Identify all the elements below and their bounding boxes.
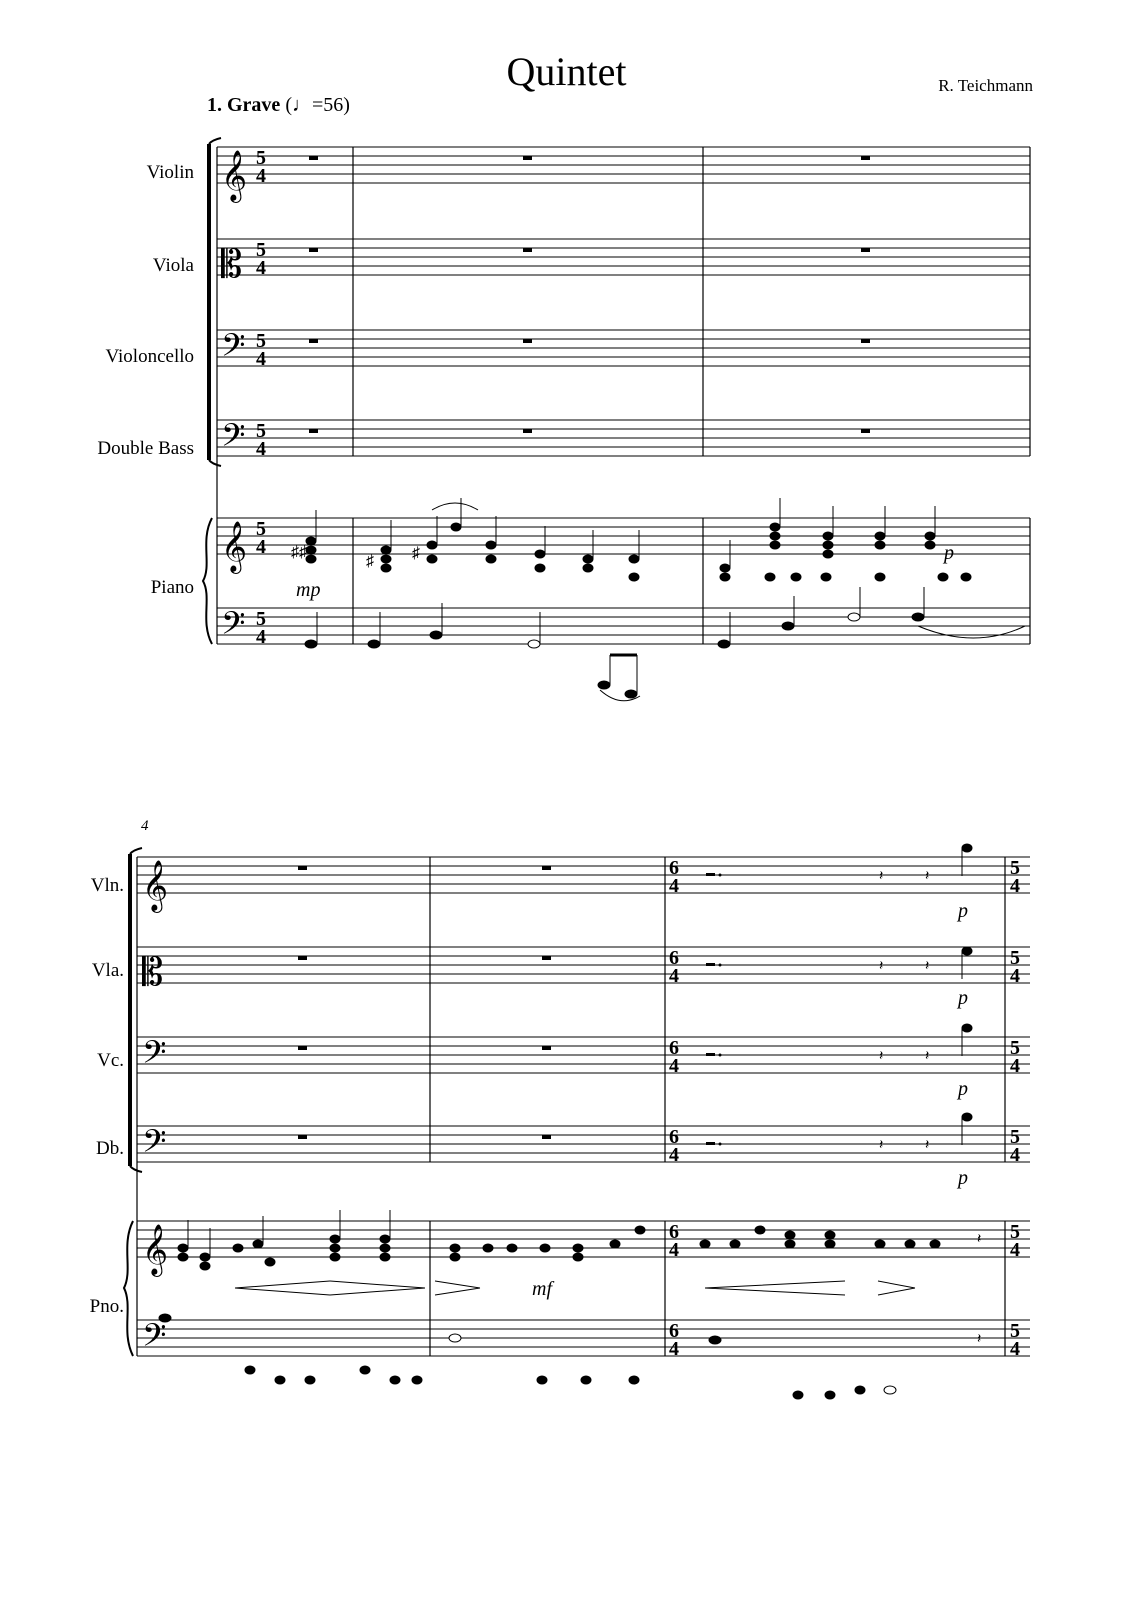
instrument-abbr-bass: Db. (96, 1138, 124, 1159)
composer: R. Teichmann (938, 76, 1033, 95)
svg-text:𝄽: 𝄽 (879, 958, 884, 974)
svg-text:5: 5 (256, 239, 266, 261)
bass-clef-icon: 𝄢 (142, 1317, 167, 1361)
svg-text:𝄽: 𝄽 (879, 1137, 884, 1153)
instrument-name-violin: Violin (146, 162, 194, 183)
tempo-value: (♩=56) (285, 94, 350, 116)
svg-text:5: 5 (1010, 1126, 1020, 1148)
bass-clef-icon: 𝄢 (221, 417, 246, 461)
cello-staff (217, 330, 1030, 366)
svg-text:♯: ♯ (366, 553, 374, 570)
svg-text:4: 4 (669, 1239, 679, 1261)
dynamics-system-2 (532, 900, 968, 1300)
instrument-abbr-piano: Pno. (89, 1296, 124, 1317)
svg-text:4: 4 (256, 348, 266, 370)
piano-rh-staff-2 (137, 1221, 1030, 1257)
piano-notes-system-2 (159, 1210, 940, 1399)
dynamic-p: p (944, 542, 954, 564)
svg-text:𝄽: 𝄽 (925, 958, 930, 974)
cello-staff-2 (137, 1037, 1030, 1073)
dynamic-p-violin: p (958, 900, 968, 922)
svg-text:5: 5 (1010, 947, 1020, 969)
svg-text:6: 6 (669, 1037, 679, 1059)
dynamic-p-viola: p (958, 987, 968, 1009)
treble-clef-icon: 𝄞 (221, 150, 248, 201)
time-sig-6-4: 6 (669, 857, 679, 879)
svg-text:4: 4 (1010, 875, 1020, 897)
svg-text:5: 5 (1010, 1221, 1020, 1243)
alto-clef-icon: 𝄡 (221, 242, 243, 286)
rests-system-2 (298, 866, 722, 1146)
violin-staff (217, 147, 1030, 183)
svg-text:6: 6 (669, 1320, 679, 1342)
instrument-name-cello: Violoncello (105, 346, 194, 367)
svg-text:6: 6 (669, 947, 679, 969)
time-signatures-system-2 (669, 857, 1020, 1360)
svg-text:4: 4 (256, 536, 266, 558)
clefs-system-2 (142, 860, 168, 1361)
svg-text:4: 4 (669, 1144, 679, 1166)
hairpins-system-2 (235, 1281, 915, 1295)
dynamic-mp: mp (296, 579, 321, 601)
alto-clef-icon: 𝄡 (142, 950, 164, 994)
measure-number: 4 (141, 818, 149, 834)
dynamic-p-bass: p (958, 1167, 968, 1189)
svg-text:𝄽: 𝄽 (977, 1231, 982, 1247)
svg-text:5: 5 (1010, 1320, 1020, 1342)
svg-text:5: 5 (1010, 857, 1020, 879)
piano-rh-staff (217, 518, 1030, 554)
bass-staff (217, 420, 1030, 456)
clefs-system-1 (221, 150, 247, 649)
svg-text:4: 4 (1010, 1144, 1020, 1166)
svg-text:4: 4 (1010, 1338, 1020, 1360)
svg-text:6: 6 (669, 1221, 679, 1243)
bass-clef-icon: 𝄢 (142, 1123, 167, 1167)
svg-text:4: 4 (256, 257, 266, 279)
svg-text:4: 4 (1010, 965, 1020, 987)
treble-clef-icon: 𝄞 (142, 1224, 169, 1275)
svg-text:5: 5 (256, 420, 266, 442)
svg-text:6: 6 (669, 1126, 679, 1148)
svg-text:5: 5 (256, 518, 266, 540)
svg-text:4: 4 (256, 165, 266, 187)
svg-text:4: 4 (256, 626, 266, 648)
dynamic-mf: mf (532, 1278, 552, 1300)
system-1 (203, 138, 1030, 644)
instrument-name-bass: Double Bass (97, 438, 194, 459)
bass-clef-icon: 𝄢 (221, 605, 246, 649)
movement-label: 1. Grave (207, 94, 281, 116)
rests-system-1 (309, 156, 870, 433)
svg-text:5: 5 (1010, 1037, 1020, 1059)
piano-lh-staff-2 (137, 1320, 1030, 1356)
instrument-name-piano: Piano (150, 577, 194, 598)
instrument-abbr-cello: Vc. (97, 1050, 124, 1071)
time-signatures-system-1 (256, 147, 266, 648)
violin-staff-2 (137, 857, 1030, 893)
viola-staff (217, 239, 1030, 275)
svg-text:5: 5 (256, 330, 266, 352)
svg-text:4: 4 (669, 1338, 679, 1360)
svg-text:𝄽: 𝄽 (977, 1331, 982, 1347)
system-2 (124, 844, 1030, 1399)
svg-text:4: 4 (669, 1055, 679, 1077)
bass-staff-2 (137, 1126, 1030, 1162)
instrument-name-viola: Viola (152, 255, 194, 276)
svg-text:4: 4 (256, 438, 266, 460)
piano-lh-staff (217, 608, 1030, 644)
bass-clef-icon: 𝄢 (142, 1034, 167, 1078)
svg-text:4: 4 (669, 965, 679, 987)
svg-text:♯♯: ♯♯ (291, 544, 307, 561)
piano-notes-system-1 (291, 498, 1025, 701)
dynamics-system-1 (296, 542, 954, 601)
svg-text:𝄽: 𝄽 (879, 868, 884, 884)
instrument-abbr-viola: Vla. (91, 960, 124, 981)
treble-clef-icon: 𝄞 (221, 521, 248, 572)
svg-text:𝄽: 𝄽 (879, 1048, 884, 1064)
quarter-rests-system-2 (879, 868, 981, 1347)
viola-staff-2 (137, 947, 1030, 983)
instrument-abbr-violin: Vln. (90, 875, 124, 896)
svg-text:♯: ♯ (412, 545, 420, 562)
svg-text:𝄽: 𝄽 (925, 1137, 930, 1153)
bass-clef-icon: 𝄢 (221, 327, 246, 371)
barlines-system-1 (353, 147, 1030, 644)
svg-text:5: 5 (256, 608, 266, 630)
svg-text:4: 4 (1010, 1055, 1020, 1077)
svg-text:5: 5 (256, 147, 266, 169)
svg-text:𝄽: 𝄽 (925, 868, 930, 884)
svg-text:4: 4 (669, 875, 679, 897)
treble-clef-icon: 𝄞 (142, 860, 169, 911)
score-title: Quintet (506, 49, 627, 94)
barlines-system-2 (430, 857, 1005, 1356)
svg-text:4: 4 (1010, 1239, 1020, 1261)
svg-text:𝄽: 𝄽 (925, 1048, 930, 1064)
dynamic-p-cello: p (958, 1078, 968, 1100)
